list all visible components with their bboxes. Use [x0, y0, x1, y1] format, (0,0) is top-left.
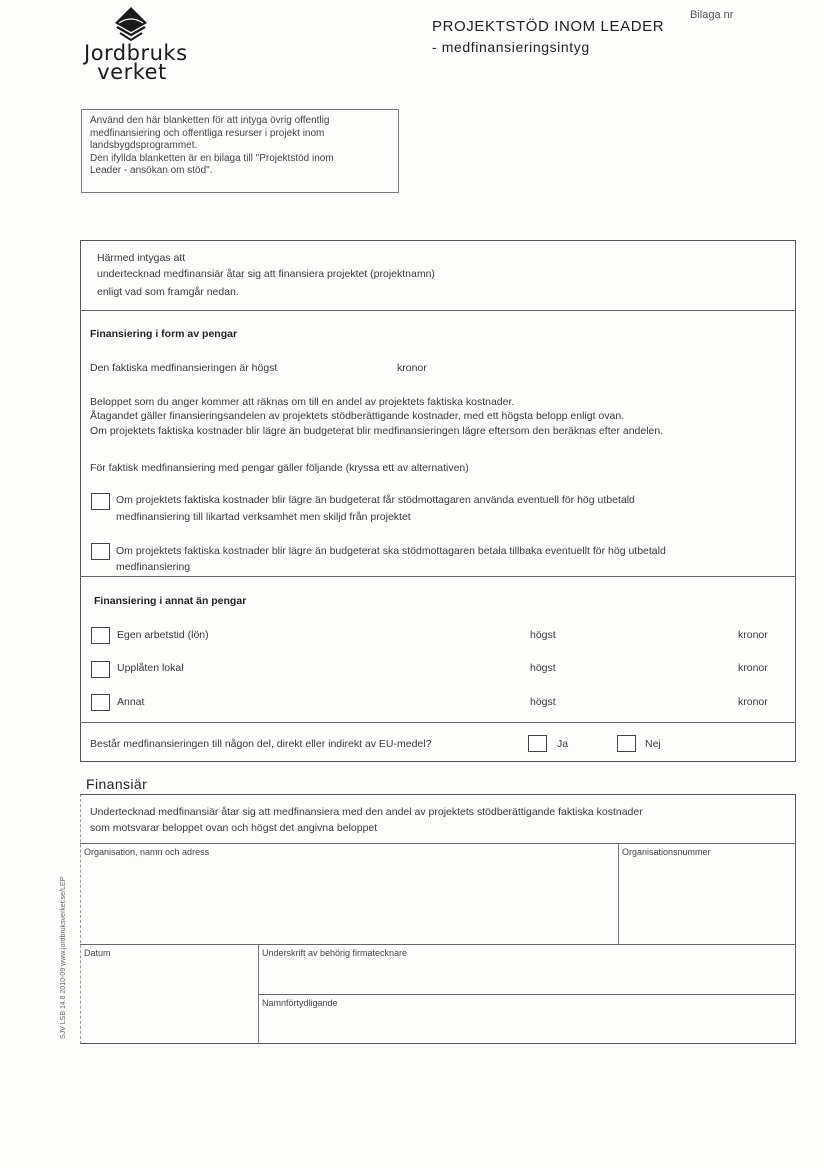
option-1-text-line-2: medfinansiering till likartad verksamhet men skiljd från projektet	[116, 511, 411, 523]
name-clarification-label: Namnförtydligande	[262, 998, 338, 1008]
attestation-line-2: undertecknad medfinansiär åtar sig att finansiera projektet (projektnamn)	[97, 268, 435, 280]
logo-line-1: Jordbruks	[84, 41, 188, 65]
own-work-amount-input[interactable]	[570, 627, 720, 642]
own-work-checkbox[interactable]	[91, 627, 110, 644]
premises-checkbox[interactable]	[91, 661, 110, 678]
signature-input[interactable]	[261, 960, 793, 992]
document-subtitle: - medfinansieringsintyg	[432, 39, 590, 55]
option-1-checkbox[interactable]	[91, 493, 110, 510]
max-amount-input[interactable]	[300, 360, 390, 375]
document-title: PROJEKTSTÖD INOM LEADER	[432, 18, 665, 35]
date-label: Datum	[84, 948, 111, 958]
logo-line-2: verket	[97, 60, 167, 84]
money-paragraph-1: Beloppet som du anger kommer att räknas om till en andel av projektets faktiska kostnader.	[90, 396, 515, 408]
organisation-input[interactable]	[82, 858, 614, 942]
own-work-max-label: högst	[530, 629, 556, 641]
max-amount-label: Den faktiska medfinansieringen är högst	[90, 362, 278, 374]
organisation-label: Organisation, namn och adress	[84, 847, 210, 857]
own-work-unit: kronor	[738, 629, 768, 641]
own-work-label: Egen arbetstid (lön)	[117, 629, 209, 641]
money-paragraph-2: Åtagandet gäller finansieringsandelen av projektets stödberättigande kostnader, med ett högsta belopp enligt ovan.	[90, 410, 625, 422]
choose-option-label: För faktisk medfinansiering med pengar gäller följande (kryssa ett av alternativen)	[90, 462, 469, 474]
divider	[80, 722, 796, 723]
form-code-text: SJV LSB 14.8 2010-09 www.jordbruksverket.se/LEP	[60, 876, 67, 1039]
name-clarification-input[interactable]	[261, 1010, 793, 1042]
divider	[80, 944, 796, 945]
eu-funds-question: Består medfinansieringen till någon del, direkt eller indirekt av EU-medel?	[90, 738, 432, 750]
option-2-text-line-1: Om projektets faktiska kostnader blir lägre än budgeterat ska stödmottagaren betala tillbaka eventuellt för hög utbetald	[116, 545, 666, 557]
money-paragraph-3: Om projektets faktiska kostnader blir lägre än budgeterat blir medfinansieringen lägre eftersom den beräknas efter andelen.	[90, 425, 664, 437]
option-1-text-line-1: Om projektets faktiska kostnader blir lägre än budgeterat får stödmottagaren använda eventuell för hög utbetald	[116, 494, 635, 506]
organisation-number-label: Organisationsnummer	[622, 847, 711, 857]
date-input[interactable]	[82, 960, 254, 1042]
max-amount-unit: kronor	[397, 362, 427, 374]
divider	[80, 310, 796, 311]
premises-max-label: högst	[530, 662, 556, 674]
divider	[258, 994, 796, 995]
premises-label: Upplåten lokal	[117, 662, 184, 674]
eu-no-checkbox[interactable]	[617, 735, 636, 752]
organisation-number-input[interactable]	[621, 858, 793, 942]
other-unit: kronor	[738, 696, 768, 708]
form-code-sidebar	[54, 852, 66, 1042]
logo-wordmark	[84, 41, 188, 84]
instructions-line: Använd den här blanketten för att intyga övrig offentlig	[90, 115, 330, 126]
divider	[80, 576, 796, 577]
option-2-text-line-2: medfinansiering	[116, 561, 191, 573]
instructions-box	[81, 109, 399, 193]
other-amount-input[interactable]	[570, 694, 720, 709]
instructions-line: medfinansiering och offentliga resurser i projekt inom	[90, 127, 325, 139]
premises-unit: kronor	[738, 662, 768, 674]
option-2-checkbox[interactable]	[91, 543, 110, 560]
signature-label: Underskrift av behörig firmatecknare	[262, 948, 408, 958]
financier-intro-line-2: som motsvarar beloppet ovan och högst det angivna beloppet	[90, 822, 378, 834]
financier-intro-line-1: Undertecknad medfinansiär åtar sig att medfinansiera med den andel av projektets stödberättigande faktiska kostnader	[90, 806, 643, 818]
other-max-label: högst	[530, 696, 556, 708]
instructions-line: landsbygdsprogrammet.	[90, 140, 198, 151]
other-label: Annat	[117, 696, 145, 708]
jordbruksverket-logo-icon	[114, 6, 148, 44]
divider	[618, 843, 619, 944]
divider	[80, 843, 796, 844]
premises-amount-input[interactable]	[570, 660, 720, 675]
money-section-heading: Finansiering i form av pengar	[90, 328, 238, 340]
instructions-line: Leader - ansökan om stöd".	[90, 165, 213, 176]
financier-section-title: Finansiär	[86, 776, 148, 792]
bilaga-number-field[interactable]: Bilaga nr	[690, 9, 734, 21]
other-section-heading: Finansiering i annat än pengar	[94, 595, 247, 607]
other-checkbox[interactable]	[91, 694, 110, 711]
eu-yes-checkbox[interactable]	[528, 735, 547, 752]
eu-no-label: Nej	[645, 738, 661, 750]
attestation-line-1: Härmed intygas att	[97, 252, 186, 264]
eu-yes-label: Ja	[557, 738, 569, 750]
instructions-line: Den ifyllda blanketten är en bilaga till "Projektstöd inom	[90, 152, 334, 164]
attestation-line-3: enligt vad som framgår nedan.	[97, 286, 239, 298]
